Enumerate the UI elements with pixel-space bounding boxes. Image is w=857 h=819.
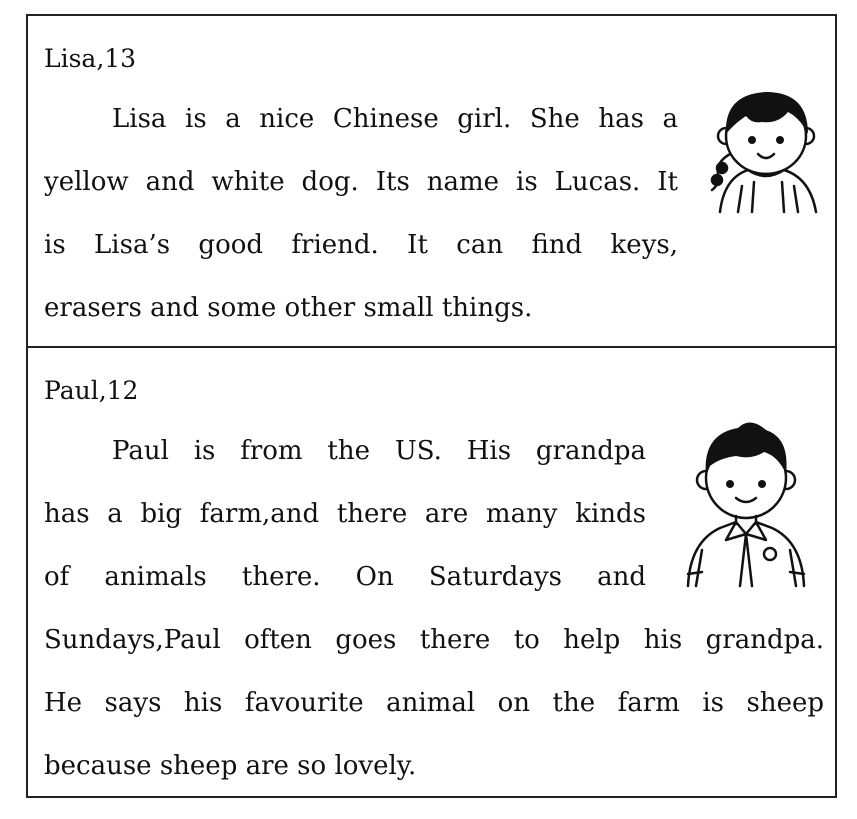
profiles-frame	[26, 14, 837, 798]
text-line: yellow and white dog. Its name is Lucas. It	[44, 167, 678, 197]
text-line: because sheep are so lovely.	[44, 751, 417, 781]
boy-cartoon-icon	[680, 410, 810, 590]
text-line: is Lisa’s good friend. It can find keys,	[44, 230, 678, 260]
profile-description	[44, 88, 678, 340]
profile-paul	[28, 348, 835, 798]
text-line: Sundays,Paul often goes there to help his grandpa.	[44, 625, 824, 655]
text-line: erasers and some other small things.	[44, 293, 533, 323]
text-line: of animals there. On Saturdays and	[44, 562, 646, 592]
text-line: Paul is from the US. His grandpa	[112, 436, 646, 466]
text-line: He says his favourite animal on the farm is sheep	[44, 688, 824, 718]
profile-name: Lisa,13	[44, 44, 137, 73]
profile-name: Paul,12	[44, 376, 139, 405]
girl-cartoon-icon	[708, 78, 824, 214]
profile-lisa	[28, 16, 835, 346]
text-line: has a big farm,and there are many kinds	[44, 499, 646, 529]
text-line: Lisa is a nice Chinese girl. She has a	[112, 104, 678, 134]
